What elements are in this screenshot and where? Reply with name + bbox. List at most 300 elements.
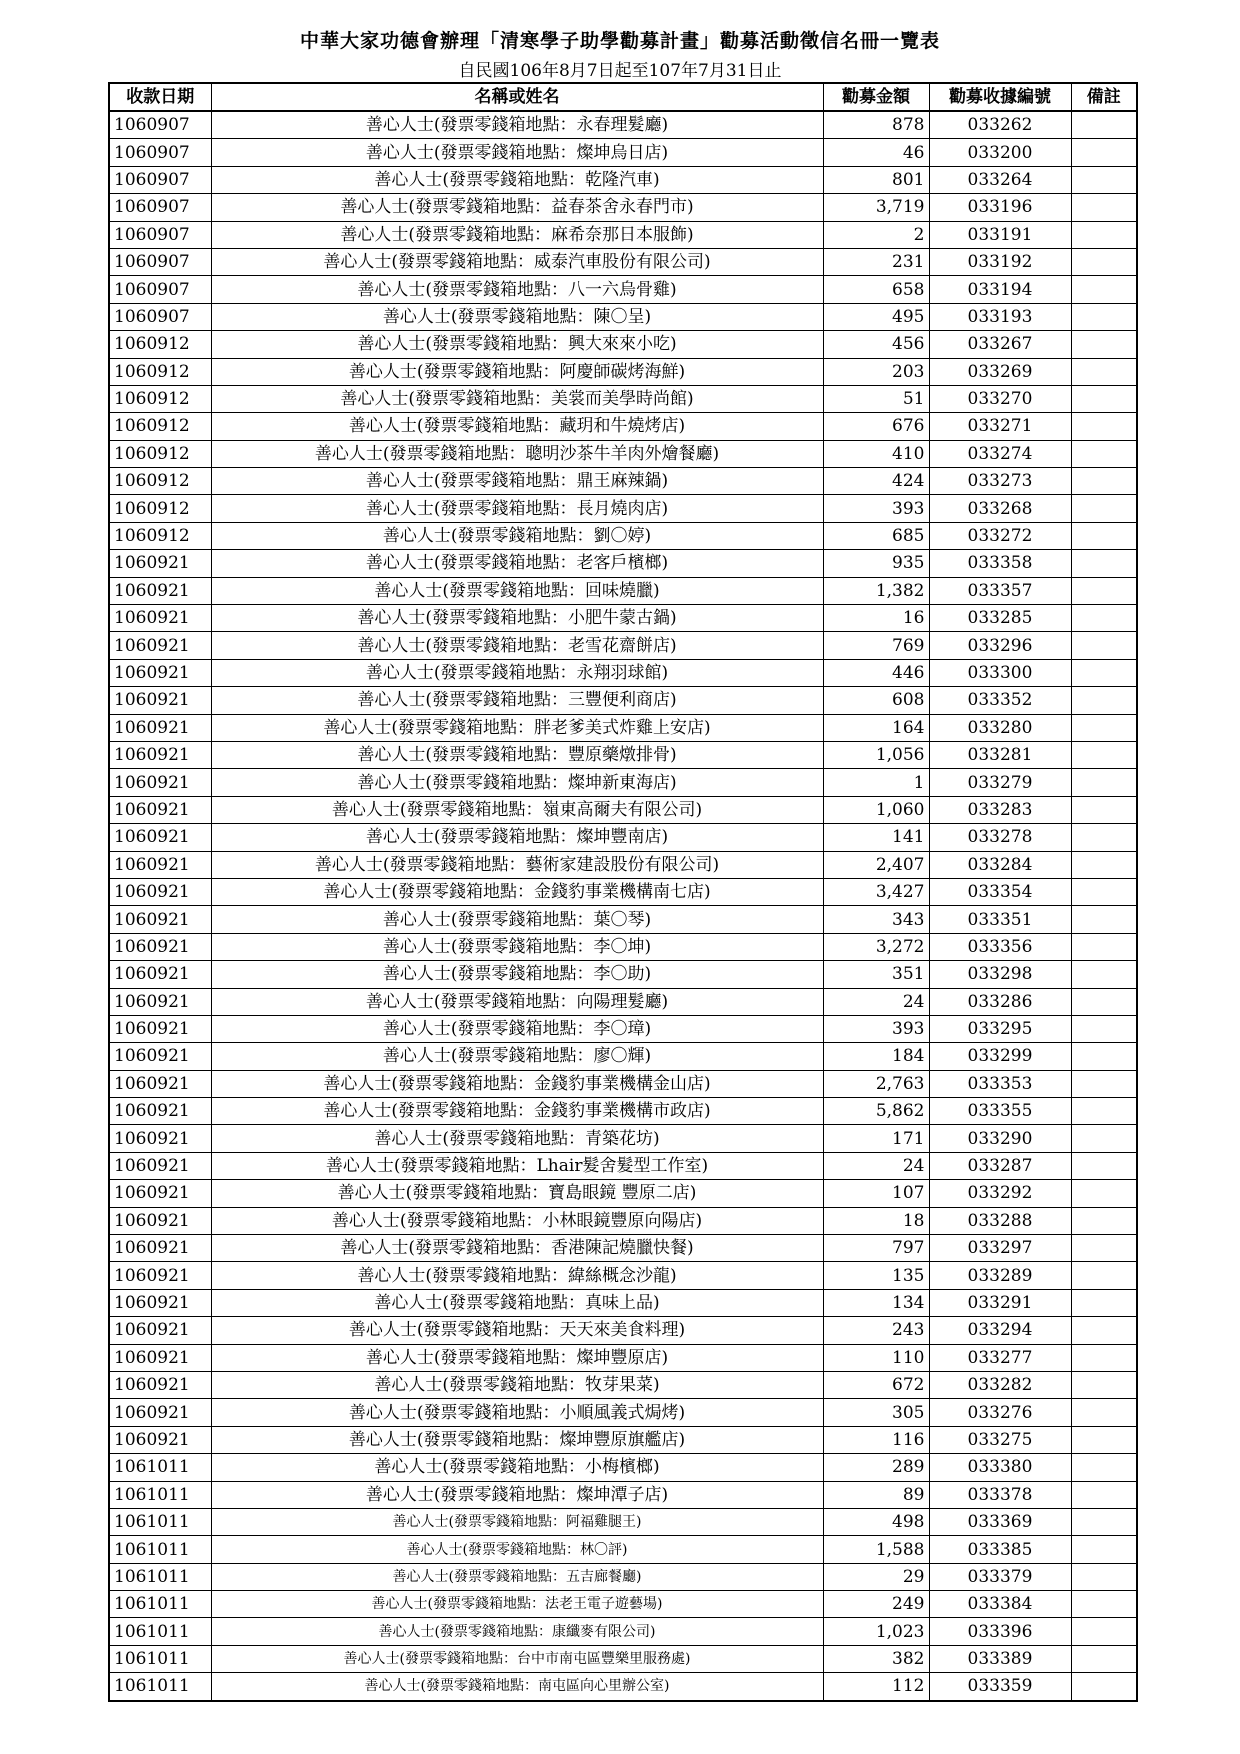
cell-date: 1060921 <box>109 1399 211 1426</box>
cell-note <box>1071 906 1137 933</box>
cell-receipt: 033356 <box>929 933 1071 960</box>
cell-date: 1060907 <box>109 194 211 221</box>
table-row <box>109 851 1137 878</box>
cell-note <box>1071 687 1137 714</box>
cell-amount: 382 <box>823 1645 929 1672</box>
cell-amount: 498 <box>823 1508 929 1535</box>
table-row <box>109 1235 1137 1262</box>
cell-name: 善心人士(發票零錢箱地點：藏玥和牛燒烤店) <box>211 413 823 440</box>
cell-date: 1061011 <box>109 1645 211 1672</box>
cell-note <box>1071 988 1137 1015</box>
cell-note <box>1071 1043 1137 1070</box>
header-name: 名稱或姓名 <box>211 83 823 111</box>
cell-name: 善心人士(發票零錢箱地點：燦坤烏日店) <box>211 139 823 166</box>
cell-receipt: 033351 <box>929 906 1071 933</box>
cell-name: 善心人士(發票零錢箱地點：永翔羽球館) <box>211 659 823 686</box>
cell-name: 善心人士(發票零錢箱地點：鼎王麻辣鍋) <box>211 468 823 495</box>
cell-name: 善心人士(發票零錢箱地點：小肥牛蒙古鍋) <box>211 605 823 632</box>
cell-date: 1060921 <box>109 906 211 933</box>
cell-name: 善心人士(發票零錢箱地點：燦坤新東海店) <box>211 769 823 796</box>
cell-name: 善心人士(發票零錢箱地點：小順風義式焗烤) <box>211 1399 823 1426</box>
cell-receipt: 033191 <box>929 221 1071 248</box>
cell-receipt: 033379 <box>929 1563 1071 1590</box>
table-row <box>109 248 1137 275</box>
cell-amount: 2,763 <box>823 1070 929 1097</box>
cell-note <box>1071 248 1137 275</box>
cell-receipt: 033369 <box>929 1508 1071 1535</box>
table-row <box>109 358 1137 385</box>
cell-amount: 608 <box>823 687 929 714</box>
cell-receipt: 033297 <box>929 1235 1071 1262</box>
cell-name: 善心人士(發票零錢箱地點：青築花坊) <box>211 1125 823 1152</box>
cell-amount: 5,862 <box>823 1098 929 1125</box>
cell-name: 善心人士(發票零錢箱地點：乾隆汽車) <box>211 166 823 193</box>
header-amount: 勸募金額 <box>823 83 929 111</box>
cell-name: 善心人士(發票零錢箱地點：寶島眼鏡 豐原二店) <box>211 1180 823 1207</box>
cell-name: 善心人士(發票零錢箱地點：陳〇呈) <box>211 303 823 330</box>
cell-name: 善心人士(發票零錢箱地點：葉〇琴) <box>211 906 823 933</box>
cell-note <box>1071 1508 1137 1535</box>
cell-amount: 24 <box>823 1152 929 1179</box>
cell-name: 善心人士(發票零錢箱地點：永春理髮廳) <box>211 111 823 139</box>
cell-receipt: 033357 <box>929 577 1071 604</box>
cell-amount: 203 <box>823 358 929 385</box>
cell-note <box>1071 440 1137 467</box>
cell-name: 善心人士(發票零錢箱地點：長月燒肉店) <box>211 495 823 522</box>
cell-name: 善心人士(發票零錢箱地點：小林眼鏡豐原向陽店) <box>211 1207 823 1234</box>
cell-amount: 351 <box>823 961 929 988</box>
cell-amount: 89 <box>823 1481 929 1508</box>
cell-note <box>1071 221 1137 248</box>
cell-date: 1060907 <box>109 276 211 303</box>
cell-date: 1060921 <box>109 1317 211 1344</box>
cell-name: 善心人士(發票零錢箱地點：五吉廊餐廳) <box>211 1563 823 1590</box>
cell-receipt: 033270 <box>929 385 1071 412</box>
cell-note <box>1071 1481 1137 1508</box>
cell-date: 1061011 <box>109 1481 211 1508</box>
table-row <box>109 1152 1137 1179</box>
cell-date: 1060921 <box>109 1371 211 1398</box>
cell-note <box>1071 1317 1137 1344</box>
cell-date: 1061011 <box>109 1673 211 1701</box>
cell-note <box>1071 851 1137 878</box>
cell-date: 1060921 <box>109 1125 211 1152</box>
table-row <box>109 1043 1137 1070</box>
table-row <box>109 1536 1137 1563</box>
cell-date: 1060921 <box>109 741 211 768</box>
cell-note <box>1071 878 1137 905</box>
cell-note <box>1071 796 1137 823</box>
cell-name: 善心人士(發票零錢箱地點：廖〇輝) <box>211 1043 823 1070</box>
cell-amount: 2,407 <box>823 851 929 878</box>
cell-name: 善心人士(發票零錢箱地點：燦坤豐原旗艦店) <box>211 1426 823 1453</box>
header-date: 收款日期 <box>109 83 211 111</box>
cell-date: 1060921 <box>109 1235 211 1262</box>
cell-date: 1060912 <box>109 440 211 467</box>
cell-date: 1060912 <box>109 331 211 358</box>
cell-receipt: 033396 <box>929 1618 1071 1645</box>
cell-receipt: 033192 <box>929 248 1071 275</box>
table-row <box>109 577 1137 604</box>
cell-date: 1060921 <box>109 1289 211 1316</box>
table-row <box>109 1098 1137 1125</box>
cell-amount: 769 <box>823 632 929 659</box>
cell-date: 1060921 <box>109 550 211 577</box>
cell-amount: 289 <box>823 1454 929 1481</box>
cell-date: 1060921 <box>109 1262 211 1289</box>
cell-date: 1060921 <box>109 851 211 878</box>
cell-amount: 305 <box>823 1399 929 1426</box>
cell-name: 善心人士(發票零錢箱地點：緯絲概念沙龍) <box>211 1262 823 1289</box>
cell-amount: 184 <box>823 1043 929 1070</box>
cell-date: 1060912 <box>109 413 211 440</box>
cell-note <box>1071 714 1137 741</box>
cell-date: 1060921 <box>109 714 211 741</box>
cell-amount: 51 <box>823 385 929 412</box>
cell-note <box>1071 1070 1137 1097</box>
cell-note <box>1071 550 1137 577</box>
cell-receipt: 033352 <box>929 687 1071 714</box>
table-row <box>109 1371 1137 1398</box>
cell-date: 1060907 <box>109 139 211 166</box>
cell-amount: 393 <box>823 1015 929 1042</box>
cell-note <box>1071 1289 1137 1316</box>
cell-amount: 249 <box>823 1591 929 1618</box>
cell-date: 1061011 <box>109 1536 211 1563</box>
table-row <box>109 1618 1137 1645</box>
cell-name: 善心人士(發票零錢箱地點：嶺東高爾夫有限公司) <box>211 796 823 823</box>
cell-date: 1060921 <box>109 1180 211 1207</box>
cell-amount: 446 <box>823 659 929 686</box>
table-row <box>109 659 1137 686</box>
cell-date: 1060921 <box>109 824 211 851</box>
cell-receipt: 033355 <box>929 1098 1071 1125</box>
cell-date: 1060921 <box>109 1043 211 1070</box>
cell-name: 善心人士(發票零錢箱地點：李〇助) <box>211 961 823 988</box>
table-row <box>109 1070 1137 1097</box>
cell-date: 1060912 <box>109 522 211 549</box>
table-row <box>109 1125 1137 1152</box>
table-row <box>109 276 1137 303</box>
cell-amount: 801 <box>823 166 929 193</box>
cell-amount: 456 <box>823 331 929 358</box>
cell-date: 1060907 <box>109 111 211 139</box>
cell-receipt: 033384 <box>929 1591 1071 1618</box>
cell-note <box>1071 194 1137 221</box>
cell-date: 1060921 <box>109 988 211 1015</box>
cell-note <box>1071 824 1137 851</box>
cell-receipt: 033284 <box>929 851 1071 878</box>
cell-receipt: 033299 <box>929 1043 1071 1070</box>
cell-receipt: 033389 <box>929 1645 1071 1672</box>
cell-receipt: 033279 <box>929 769 1071 796</box>
cell-name: 善心人士(發票零錢箱地點：興大來來小吃) <box>211 331 823 358</box>
document-period: 自民國106年8月7日起至107年7月31日止 <box>458 61 782 81</box>
table-row <box>109 166 1137 193</box>
cell-note <box>1071 166 1137 193</box>
table-row <box>109 1481 1137 1508</box>
table-row <box>109 1454 1137 1481</box>
cell-receipt: 033295 <box>929 1015 1071 1042</box>
table-row <box>109 632 1137 659</box>
cell-amount: 116 <box>823 1426 929 1453</box>
cell-name: 善心人士(發票零錢箱地點：劉〇婷) <box>211 522 823 549</box>
cell-note <box>1071 961 1137 988</box>
cell-name: 善心人士(發票零錢箱地點：牧芽果菜) <box>211 1371 823 1398</box>
cell-note <box>1071 331 1137 358</box>
cell-note <box>1071 1207 1137 1234</box>
cell-name: 善心人士(發票零錢箱地點：真味上品) <box>211 1289 823 1316</box>
cell-amount: 164 <box>823 714 929 741</box>
table-row <box>109 796 1137 823</box>
table-row <box>109 111 1137 139</box>
cell-amount: 1,023 <box>823 1618 929 1645</box>
cell-note <box>1071 358 1137 385</box>
cell-amount: 393 <box>823 495 929 522</box>
cell-note <box>1071 111 1137 139</box>
table-row <box>109 1563 1137 1590</box>
cell-date: 1060921 <box>109 1344 211 1371</box>
cell-date: 1060921 <box>109 1098 211 1125</box>
cell-note <box>1071 769 1137 796</box>
cell-receipt: 033269 <box>929 358 1071 385</box>
donation-ledger-table <box>108 82 1138 1702</box>
cell-note <box>1071 139 1137 166</box>
table-row <box>109 824 1137 851</box>
cell-amount: 3,272 <box>823 933 929 960</box>
cell-name: 善心人士(發票零錢箱地點：美裳而美學時尚館) <box>211 385 823 412</box>
table-row <box>109 495 1137 522</box>
table-row <box>109 440 1137 467</box>
cell-receipt: 033286 <box>929 988 1071 1015</box>
cell-amount: 24 <box>823 988 929 1015</box>
cell-date: 1060921 <box>109 878 211 905</box>
table-row <box>109 988 1137 1015</box>
cell-name: 善心人士(發票零錢箱地點：小梅檳榔) <box>211 1454 823 1481</box>
cell-amount: 424 <box>823 468 929 495</box>
cell-name: 善心人士(發票零錢箱地點：聰明沙茶牛羊肉外燴餐廳) <box>211 440 823 467</box>
cell-amount: 1,060 <box>823 796 929 823</box>
cell-name: 善心人士(發票零錢箱地點：老雪花齋餅店) <box>211 632 823 659</box>
cell-note <box>1071 1015 1137 1042</box>
cell-amount: 3,427 <box>823 878 929 905</box>
cell-receipt: 033296 <box>929 632 1071 659</box>
cell-note <box>1071 1125 1137 1152</box>
table-row <box>109 1591 1137 1618</box>
cell-receipt: 033292 <box>929 1180 1071 1207</box>
cell-note <box>1071 1426 1137 1453</box>
cell-amount: 685 <box>823 522 929 549</box>
table-row <box>109 878 1137 905</box>
cell-amount: 672 <box>823 1371 929 1398</box>
cell-amount: 29 <box>823 1563 929 1590</box>
cell-date: 1061011 <box>109 1618 211 1645</box>
cell-note <box>1071 1235 1137 1262</box>
cell-receipt: 033294 <box>929 1317 1071 1344</box>
table-body <box>109 111 1137 1701</box>
cell-receipt: 033354 <box>929 878 1071 905</box>
cell-name: 善心人士(發票零錢箱地點：胖老爹美式炸雞上安店) <box>211 714 823 741</box>
table-row <box>109 933 1137 960</box>
cell-amount: 171 <box>823 1125 929 1152</box>
cell-date: 1060921 <box>109 659 211 686</box>
table-header-row <box>109 83 1137 111</box>
table-row <box>109 741 1137 768</box>
cell-name: 善心人士(發票零錢箱地點：威泰汽車股份有限公司) <box>211 248 823 275</box>
cell-name: 善心人士(發票零錢箱地點：康纖麥有限公司) <box>211 1618 823 1645</box>
table-row <box>109 413 1137 440</box>
cell-receipt: 033275 <box>929 1426 1071 1453</box>
cell-amount: 1,056 <box>823 741 929 768</box>
cell-note <box>1071 1180 1137 1207</box>
cell-note <box>1071 659 1137 686</box>
cell-date: 1060921 <box>109 1152 211 1179</box>
cell-receipt: 033278 <box>929 824 1071 851</box>
cell-amount: 18 <box>823 1207 929 1234</box>
cell-date: 1060921 <box>109 1015 211 1042</box>
cell-note <box>1071 1454 1137 1481</box>
cell-name: 善心人士(發票零錢箱地點：金錢豹事業機構南七店) <box>211 878 823 905</box>
cell-name: 善心人士(發票零錢箱地點：燦坤潭子店) <box>211 1481 823 1508</box>
cell-date: 1060921 <box>109 605 211 632</box>
cell-amount: 3,719 <box>823 194 929 221</box>
cell-date: 1060912 <box>109 468 211 495</box>
cell-note <box>1071 1344 1137 1371</box>
cell-note <box>1071 1673 1137 1701</box>
cell-receipt: 033298 <box>929 961 1071 988</box>
cell-amount: 46 <box>823 139 929 166</box>
cell-amount: 243 <box>823 1317 929 1344</box>
cell-receipt: 033280 <box>929 714 1071 741</box>
cell-date: 1061011 <box>109 1454 211 1481</box>
cell-date: 1060921 <box>109 632 211 659</box>
cell-receipt: 033276 <box>929 1399 1071 1426</box>
cell-name: 善心人士(發票零錢箱地點：南屯區向心里辦公室) <box>211 1673 823 1701</box>
header-note: 備註 <box>1071 83 1137 111</box>
cell-name: 善心人士(發票零錢箱地點：阿慶師碳烤海鮮) <box>211 358 823 385</box>
table-row <box>109 1344 1137 1371</box>
cell-name: 善心人士(發票零錢箱地點：台中市南屯區豐樂里服務處) <box>211 1645 823 1672</box>
cell-receipt: 033283 <box>929 796 1071 823</box>
table-row <box>109 522 1137 549</box>
cell-amount: 410 <box>823 440 929 467</box>
cell-receipt: 033267 <box>929 331 1071 358</box>
cell-amount: 134 <box>823 1289 929 1316</box>
cell-note <box>1071 1536 1137 1563</box>
cell-amount: 343 <box>823 906 929 933</box>
cell-note <box>1071 741 1137 768</box>
cell-note <box>1071 1563 1137 1590</box>
cell-receipt: 033264 <box>929 166 1071 193</box>
cell-name: 善心人士(發票零錢箱地點：金錢豹事業機構金山店) <box>211 1070 823 1097</box>
table-row <box>109 1673 1137 1701</box>
cell-note <box>1071 1645 1137 1672</box>
cell-receipt: 033290 <box>929 1125 1071 1152</box>
table-row <box>109 1015 1137 1042</box>
cell-note <box>1071 605 1137 632</box>
table-row <box>109 139 1137 166</box>
cell-receipt: 033262 <box>929 111 1071 139</box>
cell-note <box>1071 1591 1137 1618</box>
table-row <box>109 1399 1137 1426</box>
cell-amount: 1,588 <box>823 1536 929 1563</box>
table-row <box>109 1207 1137 1234</box>
cell-amount: 676 <box>823 413 929 440</box>
cell-date: 1060921 <box>109 1070 211 1097</box>
cell-receipt: 033272 <box>929 522 1071 549</box>
cell-date: 1060907 <box>109 248 211 275</box>
cell-receipt: 033380 <box>929 1454 1071 1481</box>
cell-amount: 797 <box>823 1235 929 1262</box>
cell-amount: 231 <box>823 248 929 275</box>
table-row <box>109 687 1137 714</box>
cell-name: 善心人士(發票零錢箱地點：香港陳記燒臘快餐) <box>211 1235 823 1262</box>
cell-note <box>1071 632 1137 659</box>
cell-name: 善心人士(發票零錢箱地點：回味燒臘) <box>211 577 823 604</box>
cell-name: 善心人士(發票零錢箱地點：金錢豹事業機構市政店) <box>211 1098 823 1125</box>
cell-note <box>1071 1152 1137 1179</box>
cell-date: 1061011 <box>109 1563 211 1590</box>
table-row <box>109 1262 1137 1289</box>
cell-note <box>1071 933 1137 960</box>
cell-amount: 495 <box>823 303 929 330</box>
cell-amount: 658 <box>823 276 929 303</box>
cell-date: 1060921 <box>109 796 211 823</box>
cell-receipt: 033193 <box>929 303 1071 330</box>
cell-date: 1060912 <box>109 358 211 385</box>
cell-receipt: 033385 <box>929 1536 1071 1563</box>
cell-name: 善心人士(發票零錢箱地點：三豐便利商店) <box>211 687 823 714</box>
cell-receipt: 033194 <box>929 276 1071 303</box>
cell-date: 1060921 <box>109 769 211 796</box>
table-row <box>109 961 1137 988</box>
cell-receipt: 033289 <box>929 1262 1071 1289</box>
cell-receipt: 033291 <box>929 1289 1071 1316</box>
cell-date: 1061011 <box>109 1508 211 1535</box>
cell-name: 善心人士(發票零錢箱地點：李〇坤) <box>211 933 823 960</box>
table-row <box>109 714 1137 741</box>
cell-note <box>1071 495 1137 522</box>
cell-name: 善心人士(發票零錢箱地點：李〇璋) <box>211 1015 823 1042</box>
cell-note <box>1071 303 1137 330</box>
cell-note <box>1071 522 1137 549</box>
cell-amount: 878 <box>823 111 929 139</box>
cell-note <box>1071 1262 1137 1289</box>
cell-date: 1060921 <box>109 687 211 714</box>
cell-receipt: 033200 <box>929 139 1071 166</box>
cell-amount: 135 <box>823 1262 929 1289</box>
document-title: 中華大家功德會辦理「清寒學子助學勸募計畫」勸募活動徵信名冊一覽表 <box>299 30 940 52</box>
cell-name: 善心人士(發票零錢箱地點：天天來美食料理) <box>211 1317 823 1344</box>
cell-amount: 2 <box>823 221 929 248</box>
cell-note <box>1071 1371 1137 1398</box>
table-row <box>109 221 1137 248</box>
table-row <box>109 1180 1137 1207</box>
cell-date: 1060907 <box>109 303 211 330</box>
table-row <box>109 906 1137 933</box>
cell-note <box>1071 577 1137 604</box>
cell-note <box>1071 276 1137 303</box>
cell-name: 善心人士(發票零錢箱地點：阿福雞腿王) <box>211 1508 823 1535</box>
table-row <box>109 194 1137 221</box>
cell-note <box>1071 1618 1137 1645</box>
table-row <box>109 1317 1137 1344</box>
cell-date: 1060912 <box>109 385 211 412</box>
cell-date: 1060921 <box>109 933 211 960</box>
cell-amount: 112 <box>823 1673 929 1701</box>
cell-amount: 1 <box>823 769 929 796</box>
cell-receipt: 033268 <box>929 495 1071 522</box>
